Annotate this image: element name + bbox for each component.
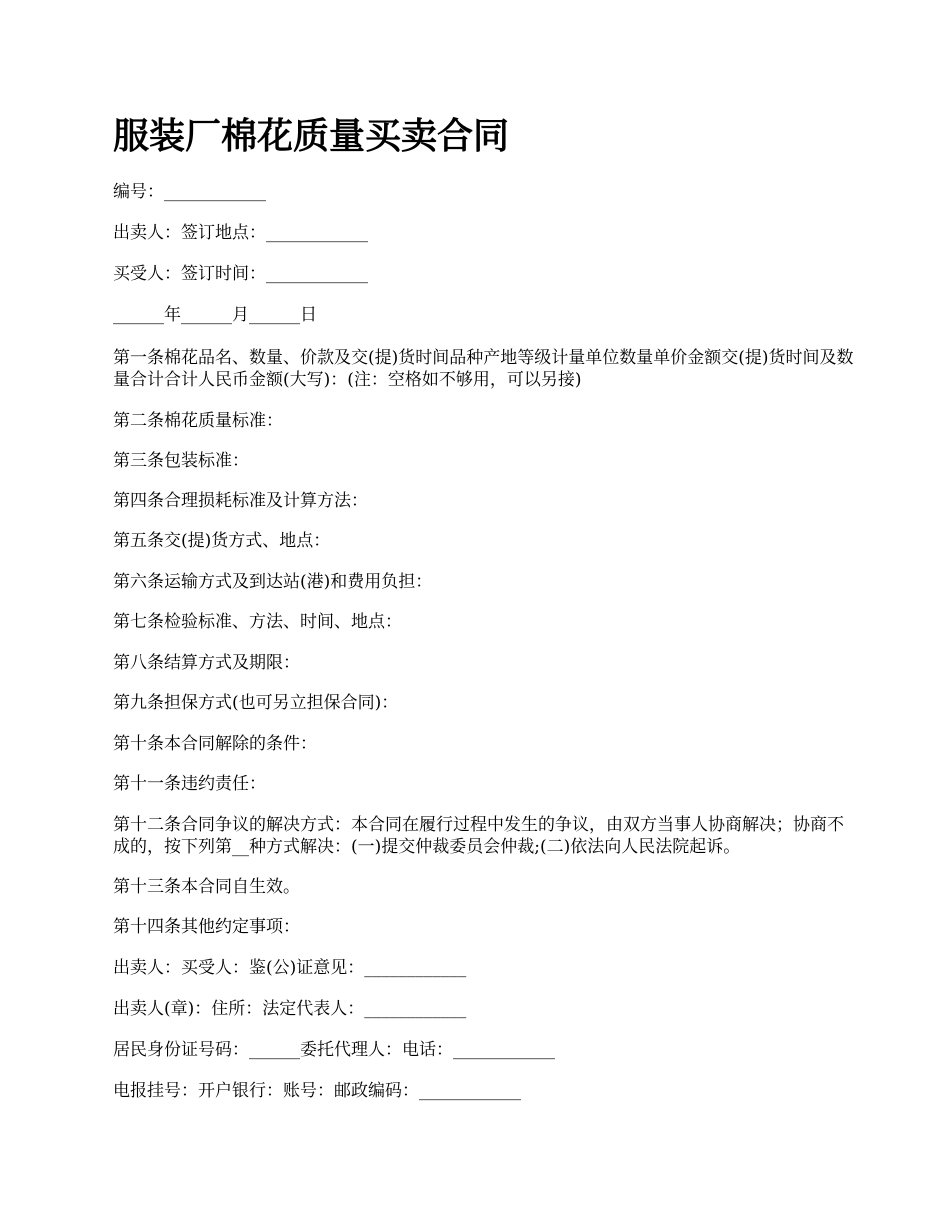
article-1: 第一条棉花品名、数量、价款及交(提)货时间品种产地等级计量单位数量单价金额交(提)货时间及数量合计合计人民币金额(大写)：(注：空格如不够用，可以另接) xyxy=(113,348,854,390)
article-3: 第三条包装标准： xyxy=(113,451,249,471)
article-8: 第八条结算方式及期限： xyxy=(113,653,300,673)
article-7: 第七条检验标准、方法、时间、地点： xyxy=(113,612,402,632)
article-5: 第五条交(提)货方式、地点： xyxy=(113,531,331,551)
article-6: 第六条运输方式及到达站(港)和费用负担： xyxy=(113,572,433,592)
article-11: 第十一条违约责任： xyxy=(113,774,266,794)
signature-line-1: 出卖人：买受人：鉴(公)证意见：____________ xyxy=(113,958,467,978)
document-title: 服装厂棉花质量买卖合同 xyxy=(113,115,510,157)
article-14: 第十四条其他约定事项： xyxy=(113,917,300,937)
signature-line-2: 出卖人(章)：住所：法定代表人：____________ xyxy=(113,999,467,1019)
article-10: 第十条本合同解除的条件： xyxy=(113,734,317,754)
article-9: 第九条担保方式(也可另立担保合同)： xyxy=(113,693,399,713)
seller-place-line: 出卖人：签订地点：____________ xyxy=(113,223,368,243)
article-2: 第二条棉花质量标准： xyxy=(113,411,283,431)
signature-line-3: 居民身份证号码：______委托代理人：电话：____________ xyxy=(113,1040,555,1060)
article-13: 第十三条本合同自生效。 xyxy=(113,877,300,897)
date-line: ______年______月______日 xyxy=(113,305,317,325)
article-4: 第四条合理损耗标准及计算方法： xyxy=(113,491,368,511)
signature-line-4: 电报挂号：开户银行：账号：邮政编码：____________ xyxy=(113,1081,521,1101)
article-12: 第十二条合同争议的解决方式：本合同在履行过程中发生的争议，由双方当事人协商解决；协商不成的，按下列第__种方式解决：(一)提交仲裁委员会仲裁;(二)依法向人民法院起诉。 xyxy=(113,815,844,857)
buyer-time-line: 买受人：签订时间：____________ xyxy=(113,264,368,284)
contract-number-line: 编号：____________ xyxy=(113,182,266,202)
